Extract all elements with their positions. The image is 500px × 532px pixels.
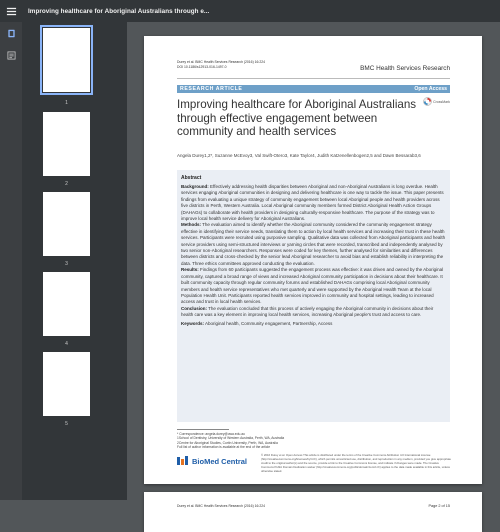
author-info-footnote: Full list of author information is available at the end of the article — [177, 445, 271, 450]
keywords-text: Aboriginal health, Community engagement, Partnership, Access — [205, 320, 333, 326]
page2-header-citation: Durey et al. BMC Health Services Research (2016) 16:224 — [177, 504, 266, 508]
menu-button[interactable] — [0, 0, 22, 22]
header-citation-text: Durey et al. BMC Health Services Research (2016) 16:224 — [177, 60, 266, 64]
pdf-page-2 — [144, 492, 482, 532]
results-text: Findings from 60 participants suggested the engagement process was effective: it was driven and owned by the Aboriginal community, captured a broad range of views and increased Aboriginal community participation in decisions about their healthcare. It built community capacity through regular community forums and established DAHAGs comprising local Aboriginal community members and health service representatives who met quarterly and were supported by the Aboriginal Health Team at the local Population Health Unit. Participants reported health services improved in community and hospital settings, leading to increased access and trust in local health services. — [181, 267, 444, 305]
sidebar-nav — [0, 22, 22, 500]
article-type-label: RESEARCH ARTICLE — [180, 86, 243, 92]
conclusion-text: The evaluation concluded that this process of actively engaging the Aboriginal community in decisions about their health care was a key element in improving local health services, increasing Aboriginal people's trust and access to care. — [181, 305, 434, 318]
header-doi-text: DOI 10.1186/s12913-016-1497-0 — [177, 65, 227, 69]
pdf-page — [144, 36, 482, 484]
publisher-name: BioMed Central — [192, 456, 248, 466]
thumbnail-page-number: 4 — [65, 341, 68, 347]
viewer-scrollbar[interactable] — [495, 22, 500, 500]
abstract-conclusion — [181, 306, 446, 319]
toolbar — [0, 0, 500, 22]
abstract-background — [181, 184, 446, 222]
biomed-central-logo-icon — [177, 456, 190, 466]
article-title: Improving healthcare for Aboriginal Australians through effective engagement between community and health services — [177, 98, 417, 138]
abstract-methods — [181, 222, 446, 267]
page2-page-label: Page 2 of 15 — [428, 504, 450, 508]
thumbnail-page-number: 2 — [65, 181, 68, 187]
outline-button[interactable] — [0, 44, 22, 66]
license-text: © 2016 Durey et al. Open Access This article is distributed under the terms of the Creative Commons Attribution 4.0 International License (http://creativecommons.org/licenses/by/4.0/), which permits unrestricted use, distribution, and reproduction in any medium, provided you give appropriate credit to the original author(s) and the source, provide a link to the Creative Commons license, and indicate if changes were made. The Creative Commons Public Domain Dedication waiver (http://creativecommons.org/publicdomain/zero/1.0/) applies to the data made available in this article, unless otherwise stated. — [261, 453, 451, 473]
thumbnail-panel — [22, 22, 127, 500]
thumbnails-button[interactable] — [0, 22, 22, 44]
page-thumbnail[interactable] — [43, 352, 90, 416]
page-thumbnail[interactable] — [43, 272, 90, 336]
methods-text: The evaluation aimed to identify whether the Aboriginal community considered the community engagement strategy effective in identifying their service needs, translating them to action by local health services and increasing their trust in these health services. Participants were recruited using purposive sampling. Qualitative data was collected from Aboriginal participants and health service providers using semi-structured interviews or yarning circles that were recorded, transcribed and independently analysed by two senior non-Aboriginal researchers. Responses were coded for key themes, further analysed for similarities and differences between districts and cross-checked by the senior lead Aboriginal researcher to avoid bias and establish reliability in interpreting the data. Three ethics committees approved conducting the evaluation. — [181, 222, 446, 266]
thumbnail-page-number: 1 — [65, 100, 68, 106]
page-thumbnail[interactable] — [43, 112, 90, 176]
article-type-band — [177, 85, 450, 93]
background-label: Background: — [181, 184, 209, 189]
background-text: Effectively addressing health disparities between Aboriginal and non-Aboriginal Australians is long overdue. Health services engaging Aboriginal communities in designing and delivering healthcare is one way to tackle the issue. This paper presents findings from evaluating a unique strategy of community engagement between local Aboriginal people and health providers across five districts in Perth, Western Australia. Local Aboriginal community members formed District Aboriginal Health Action Groups (DAHAGs) to collaborate with health providers in designing culturally-responsive healthcare. The purpose of the strategy was to improve local health service delivery for Aboriginal Australians. — [181, 184, 444, 222]
correspondence-footnote: * Correspondence: angela.durey@uwa.edu.au — [177, 432, 245, 436]
abstract-keywords — [181, 321, 446, 327]
affiliation-footnote: 2Centre for Aboriginal Studies, Curtin University, Perth, WA, Australia — [177, 440, 278, 445]
crossmark-badge[interactable] — [423, 97, 450, 106]
crossmark-label: CrossMark — [433, 99, 450, 104]
crossmark-icon — [423, 97, 432, 106]
hamburger-menu-icon — [6, 6, 17, 17]
abstract-box — [177, 170, 450, 422]
thumbnail-page-number: 5 — [65, 421, 68, 427]
results-label: Results: — [181, 267, 199, 273]
journal-name: BMC Health Services Research — [360, 65, 450, 72]
abstract-results — [181, 267, 446, 305]
document-title: Improving healthcare for Aboriginal Australians through e... — [28, 7, 210, 15]
footnotes — [177, 432, 317, 450]
affiliation-footnote: 1School of Dentistry, University of Western Australia, Perth, WA, Australia — [177, 436, 285, 441]
header-divider — [177, 78, 450, 79]
author-list: Angela Durey1,2*, Suzanne McEvoy3, Val Swift-Otero3, Kate Taylor4, Judith Katzenellenbogen2,5 and Dawn Bessarab3,6 — [177, 153, 421, 158]
conclusion-label: Conclusion: — [181, 305, 207, 311]
outline-icon — [7, 51, 16, 60]
open-access-label: Open Access — [414, 86, 447, 92]
footnote-divider — [177, 429, 229, 430]
methods-label: Methods: — [181, 222, 201, 228]
page-thumbnail[interactable] — [43, 192, 90, 256]
thumbnails-icon — [7, 29, 16, 38]
thumbnail-page-number: 3 — [65, 261, 68, 267]
keywords-label: Keywords: — [181, 320, 205, 326]
publisher-logo — [177, 456, 247, 466]
document-viewer[interactable] — [127, 22, 500, 508]
abstract-heading: Abstract — [181, 175, 202, 181]
page-thumbnail[interactable] — [43, 28, 90, 92]
page-header-citation — [177, 60, 265, 70]
